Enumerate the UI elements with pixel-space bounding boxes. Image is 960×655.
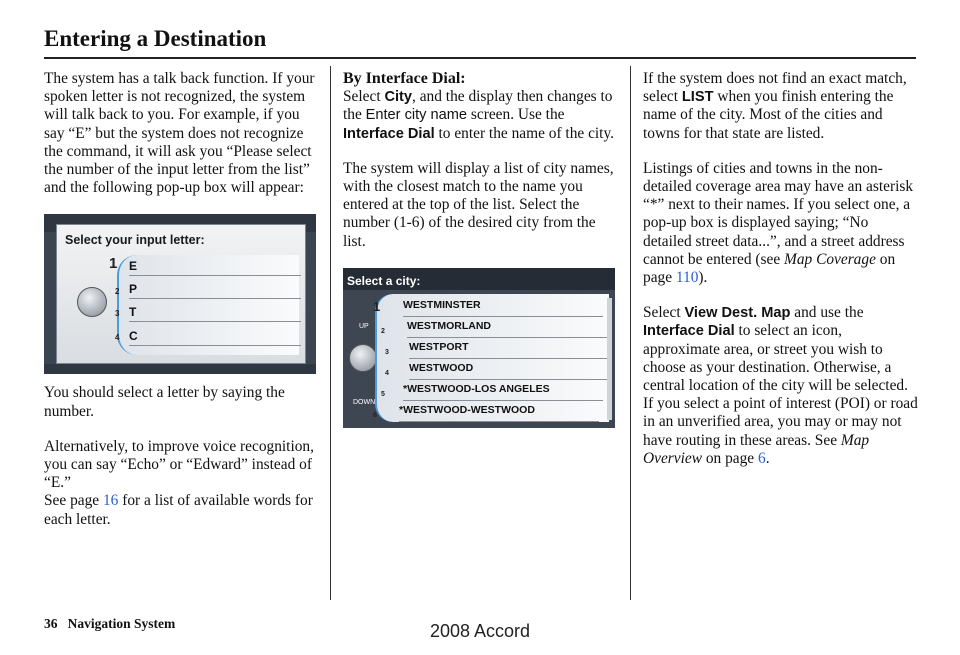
row-number: 3 xyxy=(115,309,120,319)
section-heading: By Interface Dial: xyxy=(343,70,466,87)
city-list xyxy=(375,294,609,422)
alternative-paragraph: Alternatively, to improve voice recognition, you can say “Echo” or “Edward” instead of “E.” See page 16 for a list of available words for each letter. xyxy=(44,437,314,528)
page-number: 36 xyxy=(44,616,58,631)
list-item[interactable]: *WESTWOOD-LOS ANGELES xyxy=(403,380,603,401)
interface-dial-paragraph: Select City, and the display then changes to the Enter city name screen. Use the Interface Dial to enter the name of the city. xyxy=(343,88,615,142)
dial-knob-icon xyxy=(77,287,107,317)
list-item[interactable]: P xyxy=(129,280,301,299)
scrollbar[interactable] xyxy=(607,298,612,420)
title-rule xyxy=(44,57,916,59)
column-divider xyxy=(630,66,631,600)
popup-title: Select your input letter: xyxy=(65,233,205,248)
talk-back-paragraph: The system has a talk back function. If your spoken letter is not recognized, the system will talk back to you. For example, if you say “E” but the system does not recognize the command, it will ask you “Please select the number of the input letter from the list” and the following pop-up box will appear: xyxy=(44,70,315,197)
row-number: 5 xyxy=(381,390,385,398)
page-link[interactable]: 6 xyxy=(757,449,766,467)
up-label[interactable]: UP xyxy=(359,322,369,330)
list-item[interactable]: T xyxy=(129,303,301,322)
watermark: 2008 Accord xyxy=(429,621,531,641)
column-2 xyxy=(343,70,619,438)
letter-popup xyxy=(56,224,306,364)
screen-title: Select a city: xyxy=(347,273,421,288)
row-number: 4 xyxy=(385,369,389,377)
select-city-screen xyxy=(343,268,615,428)
list-item[interactable]: C xyxy=(129,327,301,346)
row-number: 6 xyxy=(373,411,377,419)
dest-map-paragraph: Select View Dest. Map and use the Interface Dial to select an icon, approximate area, or street you wish to choose as your destination. Otherwise, a central location of the city will be selected. If you select a point of interest (POI) or road in an unverified area, you may or may not have routing in these areas. See Map Overview on page 6. xyxy=(643,304,918,467)
list-item[interactable]: WESTWOOD xyxy=(409,359,609,380)
page-link[interactable]: 16 xyxy=(102,492,119,510)
select-letter-paragraph: You should select a letter by saying the number. xyxy=(44,384,285,420)
column-3 xyxy=(643,70,919,485)
letter-list xyxy=(117,255,299,355)
list-paragraph: If the system does not find an exact match, select LIST when you finish entering the name of the city. Most of the cities and towns for that state are listed. xyxy=(643,70,907,142)
page-title: Entering a Destination xyxy=(44,26,267,51)
list-item[interactable]: WESTMINSTER xyxy=(403,296,603,317)
row-number: 2 xyxy=(381,327,385,335)
row-number: 4 xyxy=(115,333,120,343)
row-number: 1 xyxy=(109,255,118,273)
down-label[interactable]: DOWN xyxy=(353,398,376,406)
row-number: 3 xyxy=(385,348,389,356)
list-item[interactable]: WESTMORLAND xyxy=(407,317,607,338)
select-letter-screen xyxy=(44,214,316,374)
coverage-paragraph: Listings of cities and towns in the non-detailed coverage area may have an asterisk “*” next to their names. If you select one, a pop-up box is displayed saying; “No detailed street data...”, and a street address cannot be entered (see Map Coverage on page 110). xyxy=(643,159,914,287)
city-list-paragraph: The system will display a list of city names, with the closest match to the name you entered at the top of the list. Select the number (1-6) of the desired city from the list. xyxy=(343,159,614,250)
dial-knob-icon xyxy=(349,344,377,372)
list-item[interactable]: WESTPORT xyxy=(409,338,609,359)
page-link[interactable]: 110 xyxy=(675,269,699,287)
list-item[interactable]: E xyxy=(129,257,301,276)
footer-section: Navigation System xyxy=(67,616,176,631)
column-divider xyxy=(330,66,331,600)
row-number: 1 xyxy=(373,298,381,314)
list-item[interactable]: *WESTWOOD-WESTWOOD xyxy=(399,401,599,422)
row-number: 2 xyxy=(115,287,120,297)
column-1 xyxy=(44,70,320,546)
